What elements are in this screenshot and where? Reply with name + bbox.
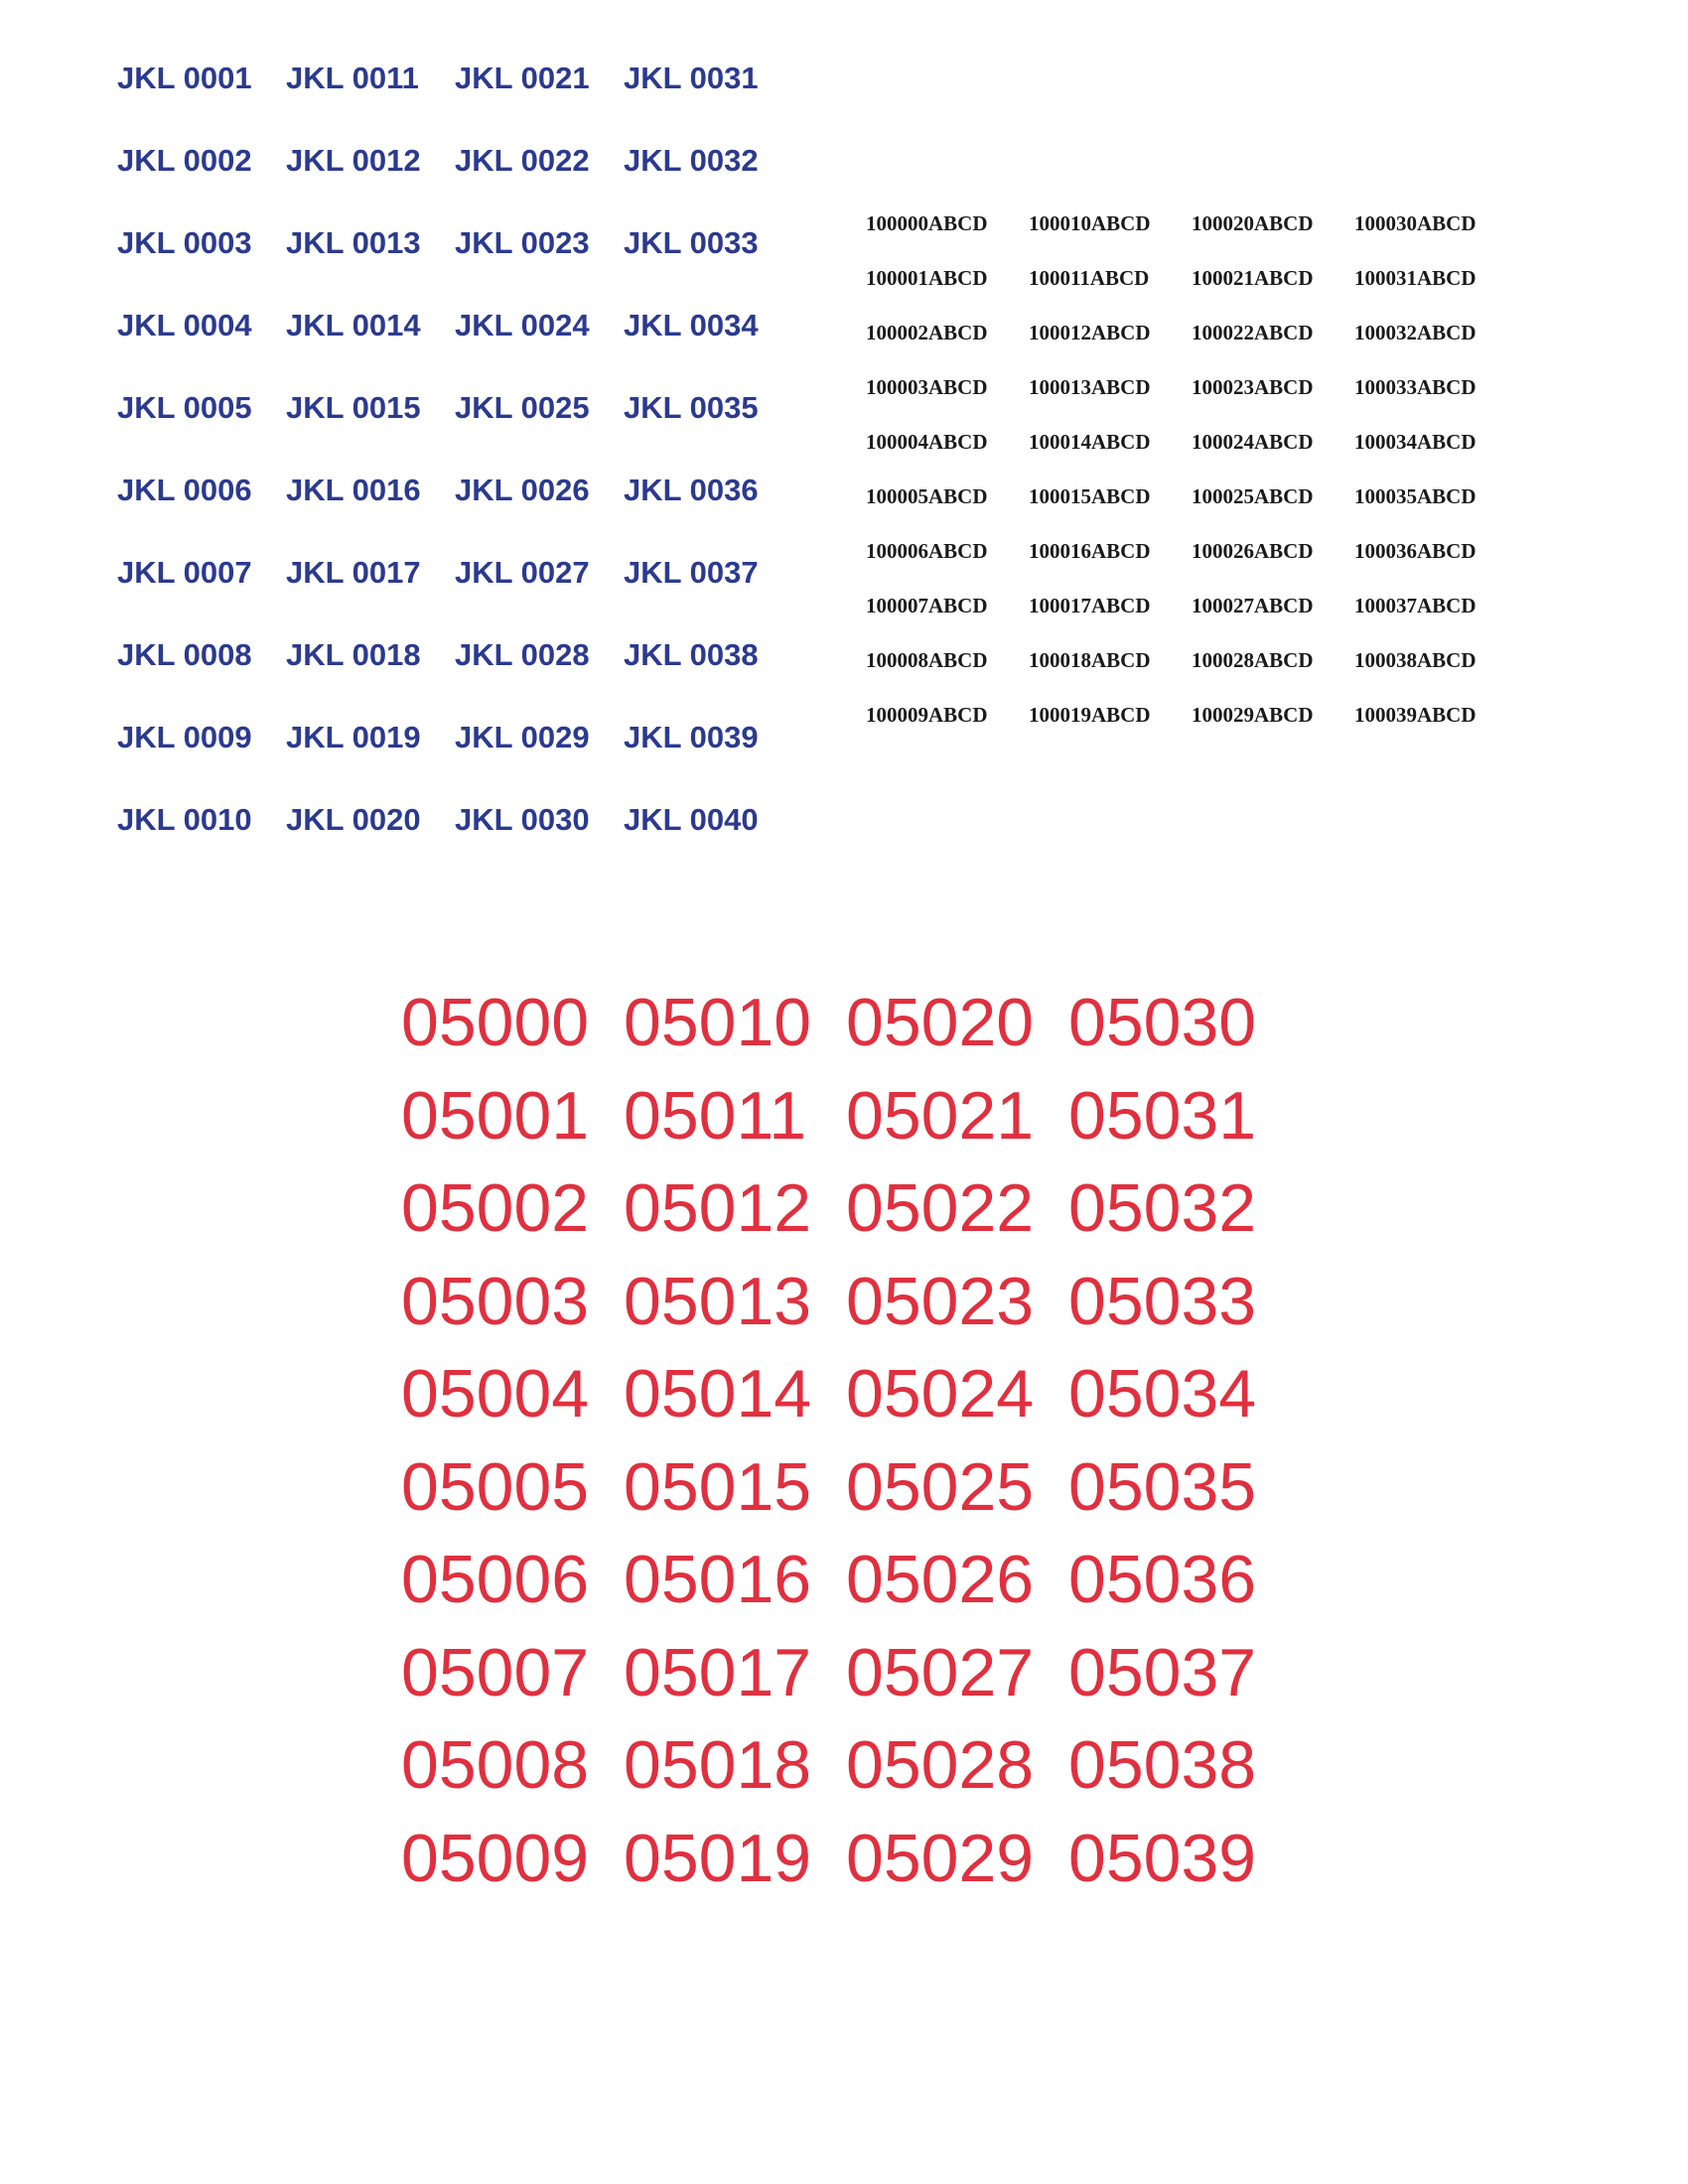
red-numbers-item: 05027: [846, 1634, 1035, 1710]
black-labels-item: 100012ABCD: [1029, 321, 1151, 344]
red-numbers-item: 05006: [401, 1542, 590, 1617]
black-labels-item: 100035ABCD: [1354, 484, 1477, 508]
blue-labels-item: JKL 0034: [624, 308, 759, 342]
serial-label-grid: [866, 210, 1521, 737]
blue-labels-item: JKL 0040: [624, 802, 759, 837]
black-labels-item: 100000ABCD: [866, 211, 988, 235]
red-numbers-item: 05004: [401, 1356, 590, 1432]
black-labels-item: 100018ABCD: [1029, 648, 1151, 672]
blue-labels-item: JKL 0004: [117, 308, 252, 342]
black-labels-item: 100026ABCD: [1192, 539, 1314, 563]
blue-labels-item: JKL 0016: [286, 473, 421, 507]
blue-labels-item: JKL 0006: [117, 473, 252, 507]
blue-labels-item: JKL 0035: [624, 390, 759, 425]
blue-labels-item: JKL 0009: [117, 720, 252, 754]
blue-labels-item: JKL 0013: [286, 225, 421, 260]
black-labels-item: 100021ABCD: [1192, 266, 1314, 290]
red-numbers-item: 05002: [401, 1170, 590, 1246]
blue-labels-item: JKL 0032: [624, 143, 759, 178]
black-labels-item: 100002ABCD: [866, 321, 988, 344]
blue-labels-item: JKL 0018: [286, 637, 421, 672]
red-numbers-item: 05034: [1068, 1356, 1257, 1432]
black-labels-item: 100036ABCD: [1354, 539, 1477, 563]
blue-labels-item: JKL 0014: [286, 308, 421, 342]
black-labels-item: 100019ABCD: [1029, 703, 1151, 727]
red-numbers-item: 05024: [846, 1356, 1035, 1432]
black-labels-item: 100030ABCD: [1354, 211, 1477, 235]
blue-labels-item: JKL 0019: [286, 720, 421, 754]
red-numbers-item: 05023: [846, 1263, 1035, 1339]
red-numbers-item: 05031: [1068, 1077, 1257, 1154]
blue-labels-item: JKL 0022: [455, 143, 590, 178]
red-numbers-item: 05013: [624, 1263, 812, 1339]
black-labels-item: 100005ABCD: [866, 484, 988, 508]
red-numbers-item: 05022: [846, 1170, 1035, 1246]
blue-labels-item: JKL 0002: [117, 143, 252, 178]
red-numbers-item: 05001: [401, 1077, 590, 1154]
red-numbers-item: 05008: [401, 1727, 590, 1803]
black-labels-item: 100010ABCD: [1029, 211, 1151, 235]
black-labels-item: 100004ABCD: [866, 430, 988, 454]
red-numbers-item: 05033: [1068, 1263, 1257, 1339]
black-labels-item: 100013ABCD: [1029, 375, 1151, 399]
red-numbers-item: 05017: [624, 1634, 812, 1710]
red-numbers-item: 05003: [401, 1263, 590, 1339]
red-numbers-item: 05020: [846, 985, 1035, 1060]
black-labels-item: 100024ABCD: [1192, 430, 1314, 454]
blue-labels-item: JKL 0025: [455, 390, 590, 425]
red-numbers-item: 05026: [846, 1542, 1035, 1617]
blue-labels-item: JKL 0029: [455, 720, 590, 754]
red-numbers-item: 05032: [1068, 1170, 1257, 1246]
blue-labels-item: JKL 0037: [624, 555, 759, 590]
black-labels-item: 100006ABCD: [866, 539, 988, 563]
red-numbers-item: 05036: [1068, 1542, 1257, 1617]
black-labels-item: 100003ABCD: [866, 375, 988, 399]
black-labels-item: 100016ABCD: [1029, 539, 1151, 563]
black-labels-item: 100008ABCD: [866, 648, 988, 672]
blue-labels-item: JKL 0023: [455, 225, 590, 260]
blue-labels-item: JKL 0028: [455, 637, 590, 672]
red-numbers-item: 05000: [401, 985, 590, 1060]
black-labels-item: 100028ABCD: [1192, 648, 1314, 672]
red-numbers-item: 05019: [624, 1820, 812, 1896]
red-numbers-item: 05012: [624, 1170, 812, 1246]
red-numbers-item: 05015: [624, 1448, 812, 1525]
blue-label-grid: [117, 60, 773, 854]
blue-labels-item: JKL 0001: [117, 61, 252, 95]
red-numbers-item: 05028: [846, 1727, 1035, 1803]
red-numbers-item: 05025: [846, 1448, 1035, 1525]
red-numbers-item: 05005: [401, 1448, 590, 1525]
blue-labels-item: JKL 0024: [455, 308, 590, 342]
blue-labels-item: JKL 0012: [286, 143, 421, 178]
black-labels-item: 100014ABCD: [1029, 430, 1151, 454]
blue-labels-item: JKL 0030: [455, 802, 590, 837]
blue-labels-item: JKL 0007: [117, 555, 252, 590]
blue-labels-item: JKL 0015: [286, 390, 421, 425]
black-labels-item: 100022ABCD: [1192, 321, 1314, 344]
black-labels-item: 100017ABCD: [1029, 594, 1151, 617]
red-numbers-item: 05007: [401, 1634, 590, 1710]
blue-labels-item: JKL 0021: [455, 61, 590, 95]
blue-labels-item: JKL 0033: [624, 225, 759, 260]
red-numbers-item: 05038: [1068, 1727, 1257, 1803]
red-numbers-item: 05037: [1068, 1634, 1257, 1710]
red-numbers-item: 05010: [624, 985, 812, 1060]
blue-labels-item: JKL 0011: [286, 61, 419, 95]
black-labels-item: 100020ABCD: [1192, 211, 1314, 235]
black-labels-item: 100023ABCD: [1192, 375, 1314, 399]
blue-labels-item: JKL 0020: [286, 802, 421, 837]
black-labels-item: 100009ABCD: [866, 703, 988, 727]
blue-labels-item: JKL 0038: [624, 637, 759, 672]
red-numbers-item: 05039: [1068, 1820, 1257, 1896]
black-labels-item: 100038ABCD: [1354, 648, 1477, 672]
red-numbers-item: 05029: [846, 1820, 1035, 1896]
blue-labels-item: JKL 0026: [455, 473, 590, 507]
red-numbers-item: 05014: [624, 1356, 812, 1432]
black-labels-item: 100039ABCD: [1354, 703, 1477, 727]
black-labels-item: 100032ABCD: [1354, 321, 1477, 344]
red-numbers-item: 05035: [1068, 1448, 1257, 1525]
black-labels-item: 100007ABCD: [866, 594, 988, 617]
red-numbers-item: 05018: [624, 1727, 812, 1803]
blue-labels-item: JKL 0003: [117, 225, 252, 260]
black-labels-item: 100015ABCD: [1029, 484, 1151, 508]
blue-labels-item: JKL 0039: [624, 720, 759, 754]
red-number-grid: [401, 983, 1295, 1916]
blue-labels-item: JKL 0008: [117, 637, 252, 672]
black-labels-item: 100034ABCD: [1354, 430, 1477, 454]
black-labels-item: 100033ABCD: [1354, 375, 1477, 399]
black-labels-item: 100029ABCD: [1192, 703, 1314, 727]
red-numbers-item: 05009: [401, 1820, 590, 1896]
blue-labels-item: JKL 0010: [117, 802, 252, 837]
black-labels-item: 100031ABCD: [1354, 266, 1477, 290]
black-labels-item: 100001ABCD: [866, 266, 988, 290]
black-labels-item: 100037ABCD: [1354, 594, 1477, 617]
red-numbers-item: 05021: [846, 1077, 1035, 1154]
blue-labels-item: JKL 0005: [117, 390, 252, 425]
blue-labels-item: JKL 0017: [286, 555, 421, 590]
red-numbers-item: 05030: [1068, 985, 1257, 1060]
black-labels-item: 100027ABCD: [1192, 594, 1314, 617]
red-numbers-item: 05011: [624, 1077, 807, 1154]
black-labels-item: 100011ABCD: [1029, 266, 1150, 290]
blue-labels-item: JKL 0027: [455, 555, 590, 590]
black-labels-item: 100025ABCD: [1192, 484, 1314, 508]
blue-labels-item: JKL 0031: [624, 61, 759, 95]
red-numbers-item: 05016: [624, 1542, 812, 1617]
blue-labels-item: JKL 0036: [624, 473, 759, 507]
